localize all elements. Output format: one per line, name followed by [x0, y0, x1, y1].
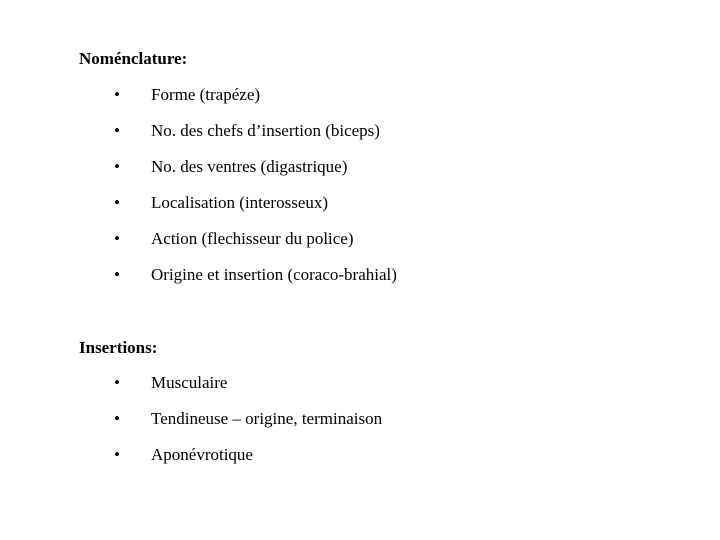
bullet-icon: • [114, 229, 120, 248]
list-item-text: Origine et insertion (coraco-brahial) [151, 265, 397, 284]
bullet-icon: • [114, 373, 120, 392]
list-item-text: Forme (trapéze) [151, 85, 261, 104]
bullet-icon: • [114, 265, 120, 284]
list-item-text: Musculaire [151, 373, 228, 392]
bullet-icon: • [114, 445, 120, 464]
insertions-heading: Insertions: [79, 338, 158, 357]
bullet-icon: • [114, 157, 120, 176]
list-item-text: Action (flechisseur du police) [151, 229, 354, 248]
list-item-text: No. des ventres (digastrique) [151, 157, 348, 176]
list-item-text: No. des chefs d’insertion (biceps) [151, 121, 380, 140]
list-item-text: Aponévrotique [151, 445, 253, 464]
nomenclature-heading: Noménclature: [79, 49, 188, 68]
bullet-icon: • [114, 85, 120, 104]
bullet-icon: • [114, 409, 120, 428]
bullet-icon: • [114, 121, 120, 140]
list-item-text: Localisation (interosseux) [151, 193, 329, 212]
list-item-text: Tendineuse – origine, terminaison [151, 409, 383, 428]
bullet-icon: • [114, 193, 120, 212]
